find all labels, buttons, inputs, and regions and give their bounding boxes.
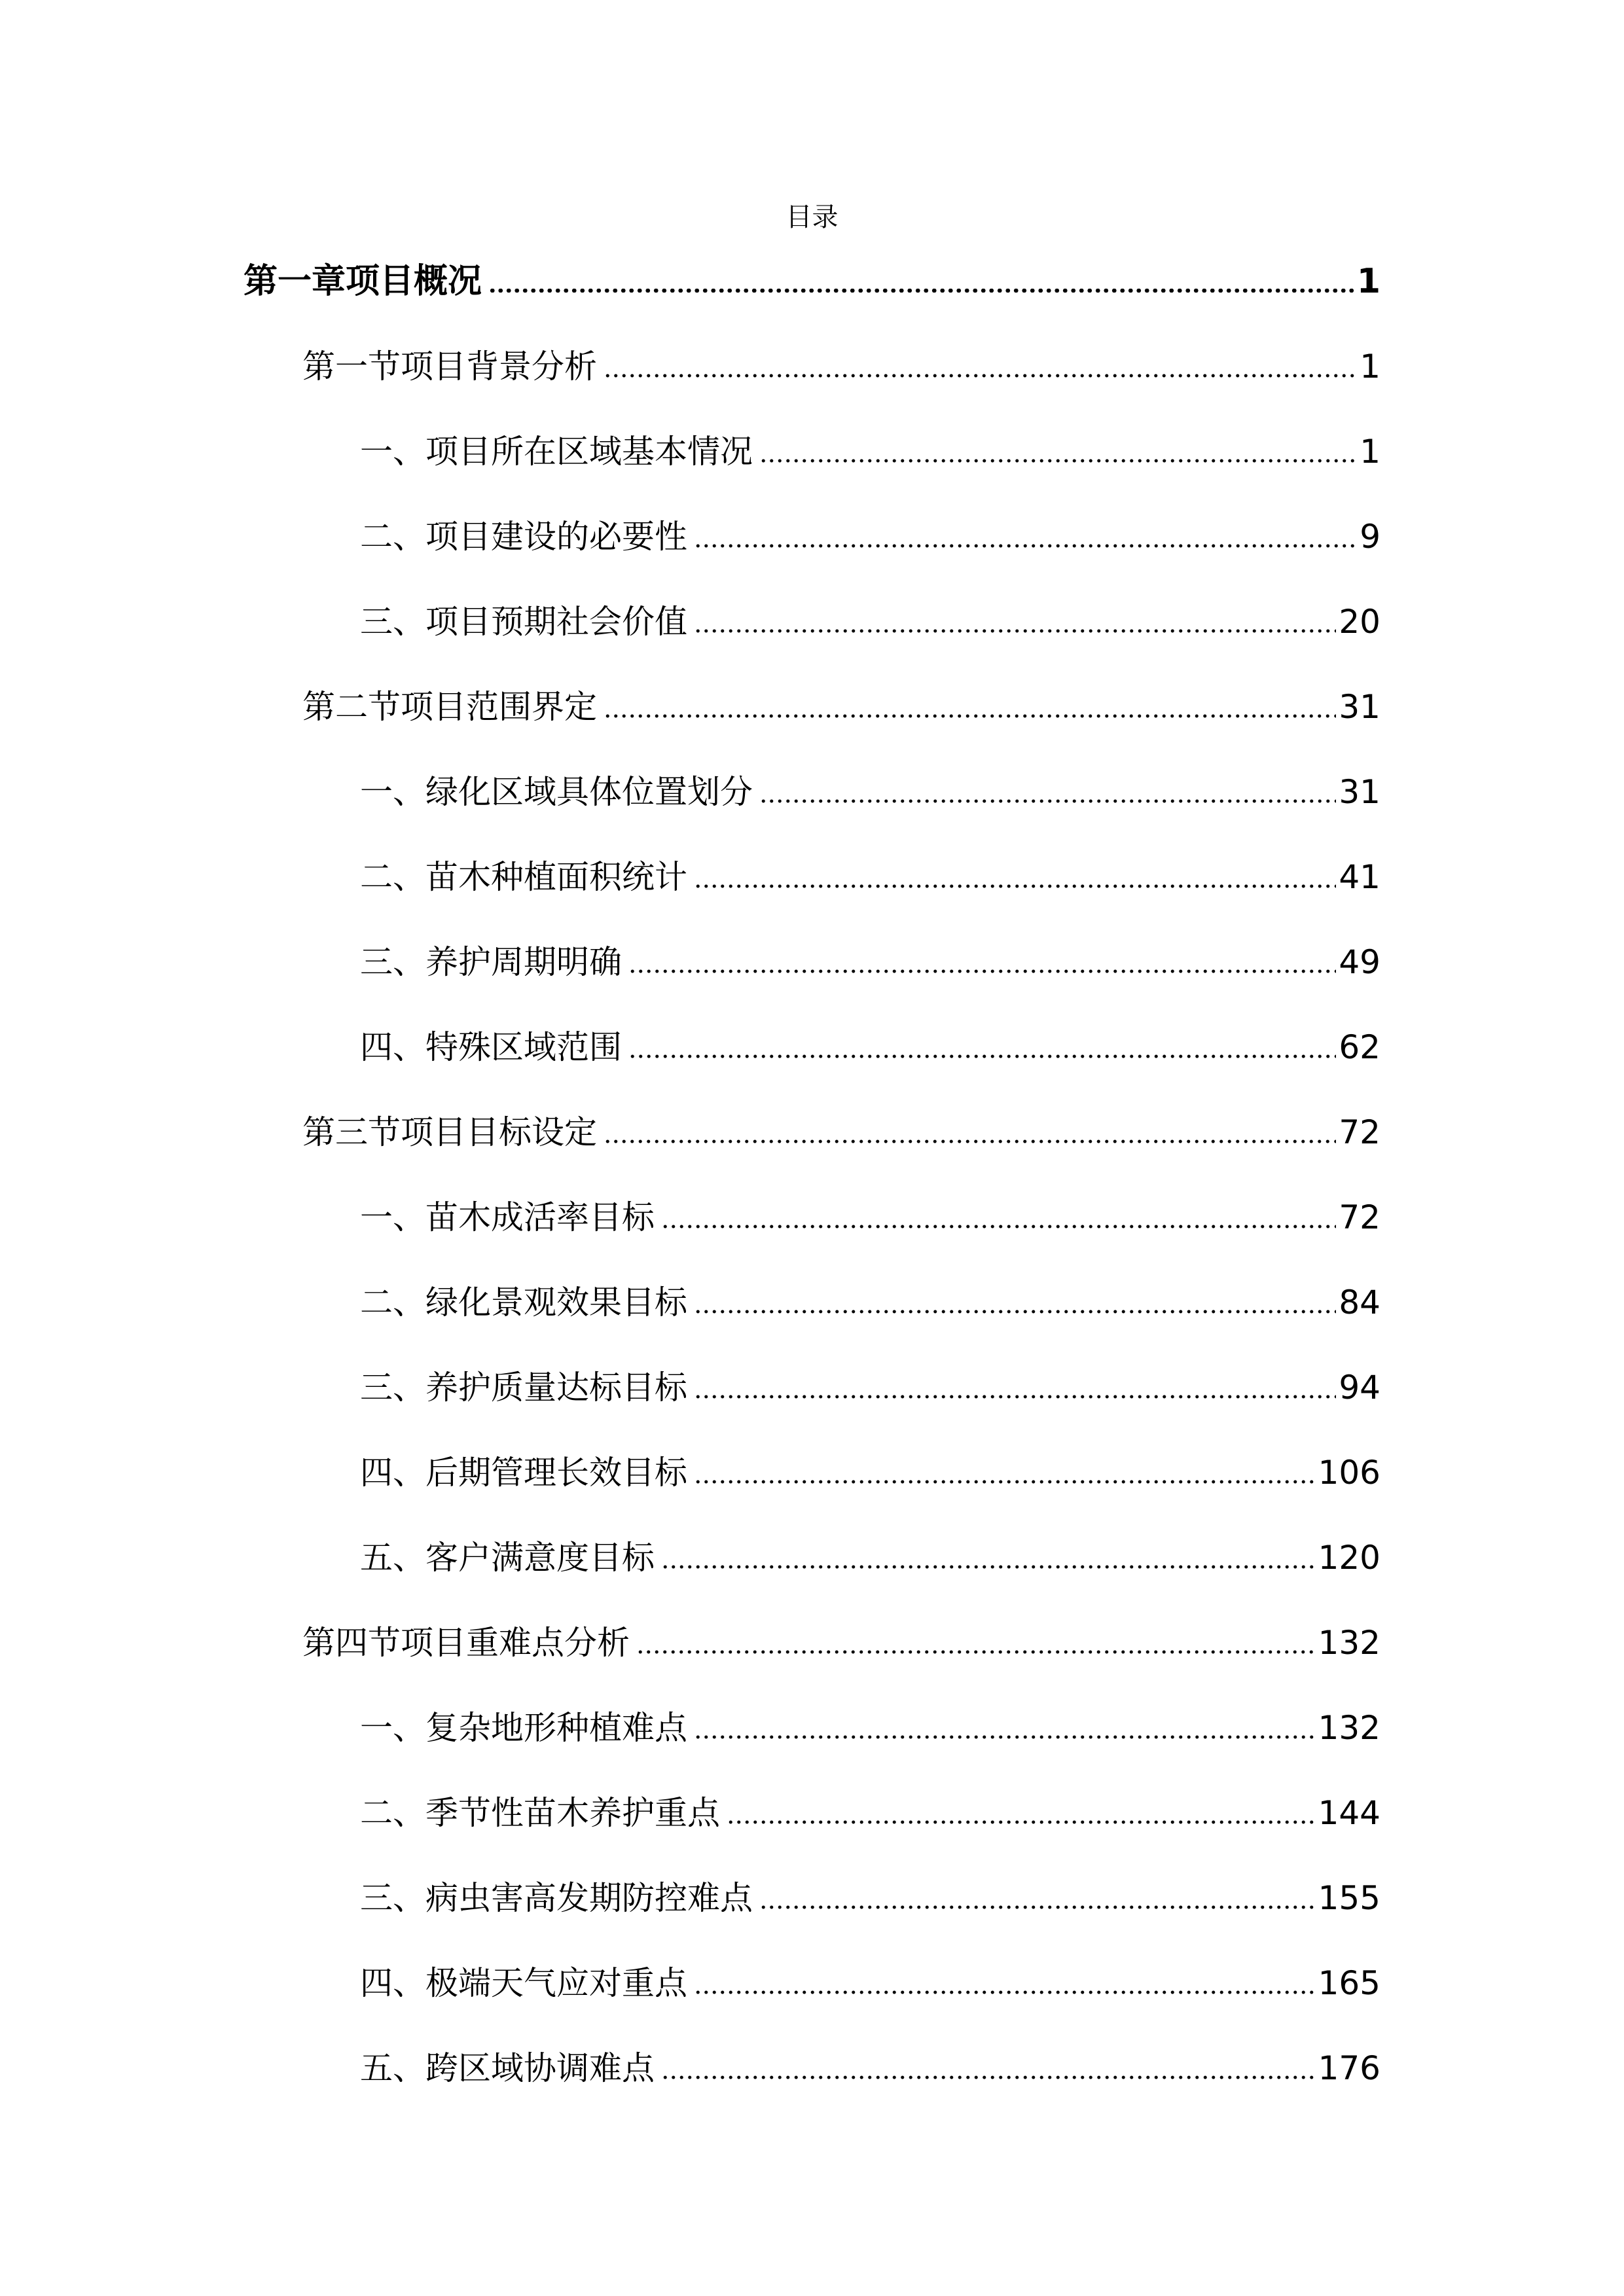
toc-entry-subsection[interactable] [360, 1528, 1380, 1587]
toc-title: 目录 [785, 202, 839, 232]
toc-entry-page: 132 [1318, 1709, 1380, 1747]
toc-entry-text: 第四节项目重难点分析 [302, 1624, 630, 1662]
toc-entry-subsection[interactable] [360, 507, 1380, 566]
toc-entry-subsection[interactable] [360, 1358, 1380, 1417]
toc-entry-text: 三、病虫害高发期防控难点 [360, 1879, 753, 1917]
toc-entry-subsection[interactable] [360, 1954, 1380, 2013]
toc-entry-subsection[interactable] [360, 1698, 1380, 1757]
toc-entry-subsection[interactable] [360, 1188, 1380, 1247]
dot-leader [759, 1905, 1316, 1909]
dot-leader [694, 544, 1357, 548]
toc-entry-subsection[interactable] [360, 1784, 1380, 1842]
toc-entry-page: 62 [1339, 1028, 1380, 1066]
dot-leader [694, 1395, 1336, 1399]
toc-entry-text: 第三节项目目标设定 [302, 1113, 597, 1151]
toc-entry-page: 49 [1339, 943, 1380, 981]
toc-entry-page: 84 [1339, 1283, 1380, 1321]
toc-entry-page: 165 [1318, 1964, 1380, 2002]
dot-leader [661, 2075, 1316, 2079]
toc-entry-text: 三、养护质量达标目标 [360, 1369, 687, 1407]
toc-entry-subsection[interactable] [360, 1273, 1380, 1332]
toc-entry-section-2[interactable] [302, 677, 1380, 736]
dot-leader [694, 629, 1336, 633]
toc-entry-text: 一、复杂地形种植难点 [360, 1709, 687, 1747]
dot-leader [636, 1650, 1316, 1654]
toc-entry-section-3[interactable] [302, 1103, 1380, 1162]
toc-entry-page: 176 [1318, 2049, 1380, 2087]
toc-entry-subsection[interactable] [360, 848, 1380, 906]
toc-entry-text: 三、项目预期社会价值 [360, 603, 687, 641]
toc-entry-text: 四、特殊区域范围 [360, 1028, 622, 1066]
toc-entry-text: 五、客户满意度目标 [360, 1539, 655, 1577]
dot-leader [628, 1054, 1336, 1058]
toc-entry-text: 四、后期管理长效目标 [360, 1454, 687, 1492]
toc-entry-text: 第二节项目范围界定 [302, 688, 597, 726]
toc-entry-page: 155 [1318, 1879, 1380, 1917]
dot-leader [759, 799, 1336, 803]
dot-leader [694, 884, 1336, 888]
dot-leader [694, 1310, 1336, 1314]
toc-entry-text: 二、项目建设的必要性 [360, 518, 687, 556]
toc-entry-page: 120 [1318, 1539, 1380, 1577]
toc-entry-page: 132 [1318, 1624, 1380, 1662]
toc-entry-page: 41 [1339, 858, 1380, 896]
toc-entry-page: 106 [1318, 1454, 1380, 1492]
toc-entry-page: 72 [1339, 1198, 1380, 1236]
toc-entry-subsection[interactable] [360, 762, 1380, 821]
dot-leader [604, 1139, 1336, 1143]
toc-entry-page: 1 [1360, 348, 1380, 386]
dot-leader [694, 1735, 1316, 1739]
dot-leader [661, 1565, 1316, 1569]
toc-entry-subsection[interactable] [360, 1018, 1380, 1077]
toc-entry-page: 31 [1339, 773, 1380, 811]
toc-entry-chapter-1[interactable] [244, 252, 1380, 311]
toc-entry-text: 一、苗木成活率目标 [360, 1198, 655, 1236]
toc-entry-subsection[interactable] [360, 2039, 1380, 2098]
toc-entry-page: 31 [1339, 688, 1380, 726]
toc-entry-page: 1 [1356, 262, 1380, 301]
dot-leader [488, 289, 1354, 293]
toc-entry-text: 二、季节性苗木养护重点 [360, 1794, 720, 1832]
toc-entry-subsection[interactable] [360, 933, 1380, 992]
toc-entry-subsection[interactable] [360, 422, 1380, 481]
dot-leader [694, 1990, 1316, 1994]
toc-entry-page: 20 [1339, 603, 1380, 641]
toc-entry-subsection[interactable] [360, 1443, 1380, 1502]
toc-entry-page: 1 [1360, 433, 1380, 471]
dot-leader [604, 714, 1336, 718]
toc-entry-page: 9 [1360, 518, 1380, 556]
toc-entry-section-1[interactable] [302, 337, 1380, 396]
toc-entry-text: 四、极端天气应对重点 [360, 1964, 687, 2002]
toc-entry-text: 五、跨区域协调难点 [360, 2049, 655, 2087]
dot-leader [727, 1820, 1316, 1824]
toc-entry-text: 二、苗木种植面积统计 [360, 858, 687, 896]
toc-entry-text: 一、绿化区域具体位置划分 [360, 773, 753, 811]
toc-entry-subsection[interactable] [360, 1869, 1380, 1928]
toc-entry-page: 94 [1339, 1369, 1380, 1407]
dot-leader [694, 1480, 1316, 1484]
toc-entry-text: 三、养护周期明确 [360, 943, 622, 981]
toc-entry-text: 第一章项目概况 [244, 262, 482, 301]
dot-leader [628, 969, 1336, 973]
toc-entry-section-4[interactable] [302, 1613, 1380, 1672]
toc-entry-page: 72 [1339, 1113, 1380, 1151]
toc-entry-text: 一、项目所在区域基本情况 [360, 433, 753, 471]
dot-leader [759, 459, 1357, 463]
toc-entry-text: 二、绿化景观效果目标 [360, 1283, 687, 1321]
toc-entry-text: 第一节项目背景分析 [302, 348, 597, 386]
toc-entry-page: 144 [1318, 1794, 1380, 1832]
dot-leader [661, 1225, 1336, 1229]
toc-entry-subsection[interactable] [360, 592, 1380, 651]
dot-leader [604, 374, 1357, 378]
